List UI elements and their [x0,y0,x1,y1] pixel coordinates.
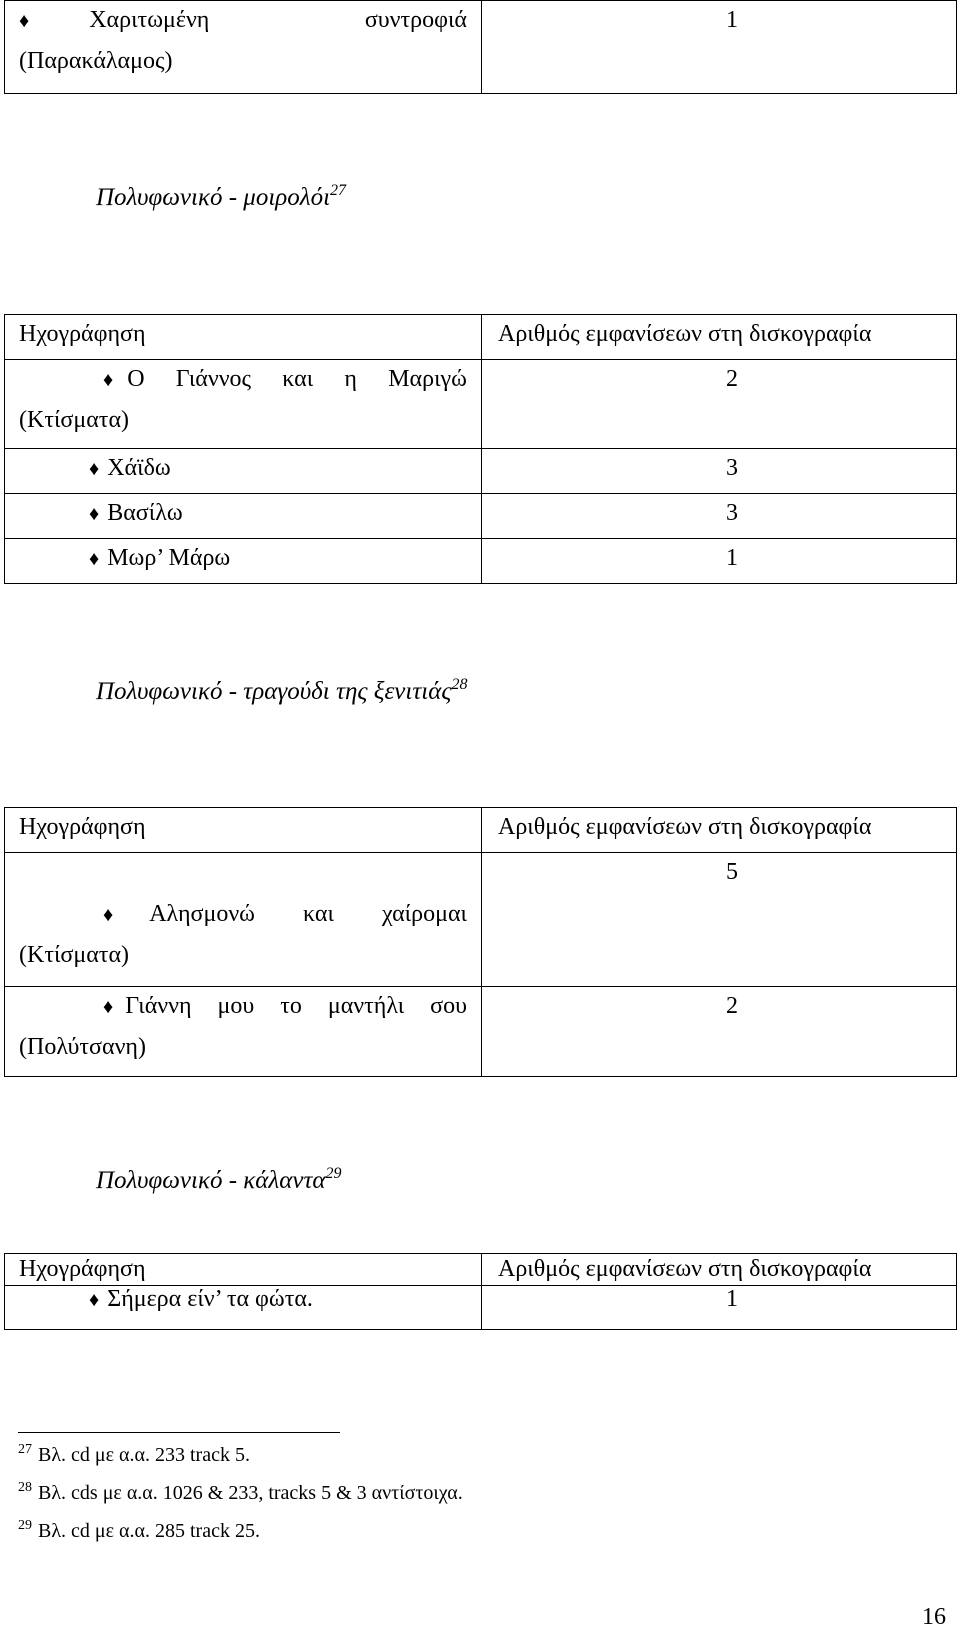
footnote-separator [18,1432,340,1433]
header-count [482,1254,957,1286]
song-title-word: χαίρομαι [381,901,467,927]
page-number: 16 [922,1604,946,1630]
table-row [5,1286,957,1330]
header-label: Αριθμός εμφανίσεων στη δισκογραφία [498,321,872,347]
recording-cell [5,1286,482,1330]
song-title-word: μαντήλι [327,993,405,1019]
diamond-bullet-icon: ♦ [19,10,30,32]
header-count [482,315,957,360]
table-row [5,1,957,94]
recording-cell [5,449,482,494]
footnote-number: 28 [18,1480,32,1495]
count-value: 1 [726,545,738,571]
diamond-bullet-icon: ♦ [89,1289,100,1311]
song-title-word: Ο [127,366,145,392]
count-value: 1 [726,7,738,33]
header-label: Αριθμός εμφανίσεων στη δισκογραφία [498,1256,872,1282]
table-row [5,853,957,987]
footnote-ref: 27 [330,182,347,199]
table-section-3 [4,1253,957,1330]
section-heading-2 [96,676,468,706]
song-title-word: η [344,366,357,392]
header-label: Ηχογράφηση [19,1256,146,1282]
header-recording [5,808,482,853]
table-row [5,494,957,539]
header-recording [5,1254,482,1286]
footnote-number: 27 [18,1442,32,1457]
song-title-word: Αλησμονώ [149,901,255,927]
count-value: 2 [726,993,738,1019]
song-title-word: και [303,901,334,927]
song-location: (Παρακάλαμος) [19,48,173,74]
diamond-bullet-icon: ♦ [89,503,100,525]
count-value: 3 [726,455,738,481]
count-value: 3 [726,500,738,526]
count-cell [482,987,957,1077]
table-row [5,360,957,449]
diamond-bullet-icon: ♦ [103,996,114,1018]
song-location: (Κτίσματα) [19,407,130,433]
count-cell [482,1286,957,1330]
song-title-word: και [282,366,314,392]
count-value: 5 [726,859,738,885]
table-section-1 [4,314,957,584]
recording-cell [5,539,482,584]
song-title-word: Γιάννη [125,993,192,1019]
count-cell [482,853,957,987]
table-header-row [5,315,957,360]
recording-cell [5,987,482,1077]
footnote-text: Βλ. cd με α.α. 285 track 25. [38,1520,260,1542]
song-title-word: το [280,993,302,1019]
heading-text: Πολυφωνικό - τραγούδι της ξενιτιάς [96,678,452,705]
count-value: 2 [726,366,738,392]
diamond-bullet-icon: ♦ [103,369,114,391]
table-top [4,0,957,94]
heading-text: Πολυφωνικό - κάλαντα [96,1167,326,1194]
song-title: Βασίλω [107,500,183,526]
count-cell [482,360,957,449]
count-cell [482,1,957,94]
header-label: Ηχογράφηση [19,321,146,347]
header-recording [5,315,482,360]
table-header-row [5,808,957,853]
footnote [18,1480,463,1505]
recording-cell [5,1,482,94]
footnote-ref: 29 [325,1165,342,1182]
song-location: (Κτίσματα) [19,942,130,968]
table-row [5,539,957,584]
header-label: Αριθμός εμφανίσεων στη δισκογραφία [498,814,872,840]
footnote-text: Βλ. cd με α.α. 233 track 5. [38,1444,250,1466]
header-count [482,808,957,853]
song-title: Χαριτωμένη [89,7,210,33]
song-location: (Πολύτσανη) [19,1034,146,1060]
diamond-bullet-icon: ♦ [89,458,100,480]
footnote [18,1442,250,1467]
table-header-row [5,1254,957,1286]
count-value: 1 [726,1286,738,1312]
section-heading-1 [96,182,346,212]
table-row [5,987,957,1077]
footnote-text: Βλ. cds με α.α. 1026 & 233, tracks 5 & 3 αντίστοιχα. [38,1482,463,1504]
heading-text: Πολυφωνικό - μοιρολόι [96,184,331,211]
header-label: Ηχογράφηση [19,814,146,840]
song-title: Μωρ’ Μάρω [107,545,231,571]
song-title-word: Γιάννος [175,366,252,392]
count-cell [482,494,957,539]
diamond-bullet-icon: ♦ [89,548,100,570]
footnote-ref: 28 [451,676,468,693]
song-title: Χάϊδω [107,455,171,481]
song-title-cont: συντροφιά [364,7,467,33]
recording-cell [5,360,482,449]
footnote-number: 29 [18,1518,32,1533]
table-section-2 [4,807,957,1077]
table-row [5,449,957,494]
song-title: Σήμερα είν’ τα φώτα. [107,1286,313,1312]
song-title-word: σου [430,993,467,1019]
diamond-bullet-icon: ♦ [103,904,114,926]
section-heading-3 [96,1165,342,1195]
song-title-word: Μαριγώ [388,366,467,392]
count-cell [482,449,957,494]
song-title-word: μου [217,993,255,1019]
recording-cell [5,853,482,987]
footnote [18,1518,260,1543]
count-cell [482,539,957,584]
recording-cell [5,494,482,539]
